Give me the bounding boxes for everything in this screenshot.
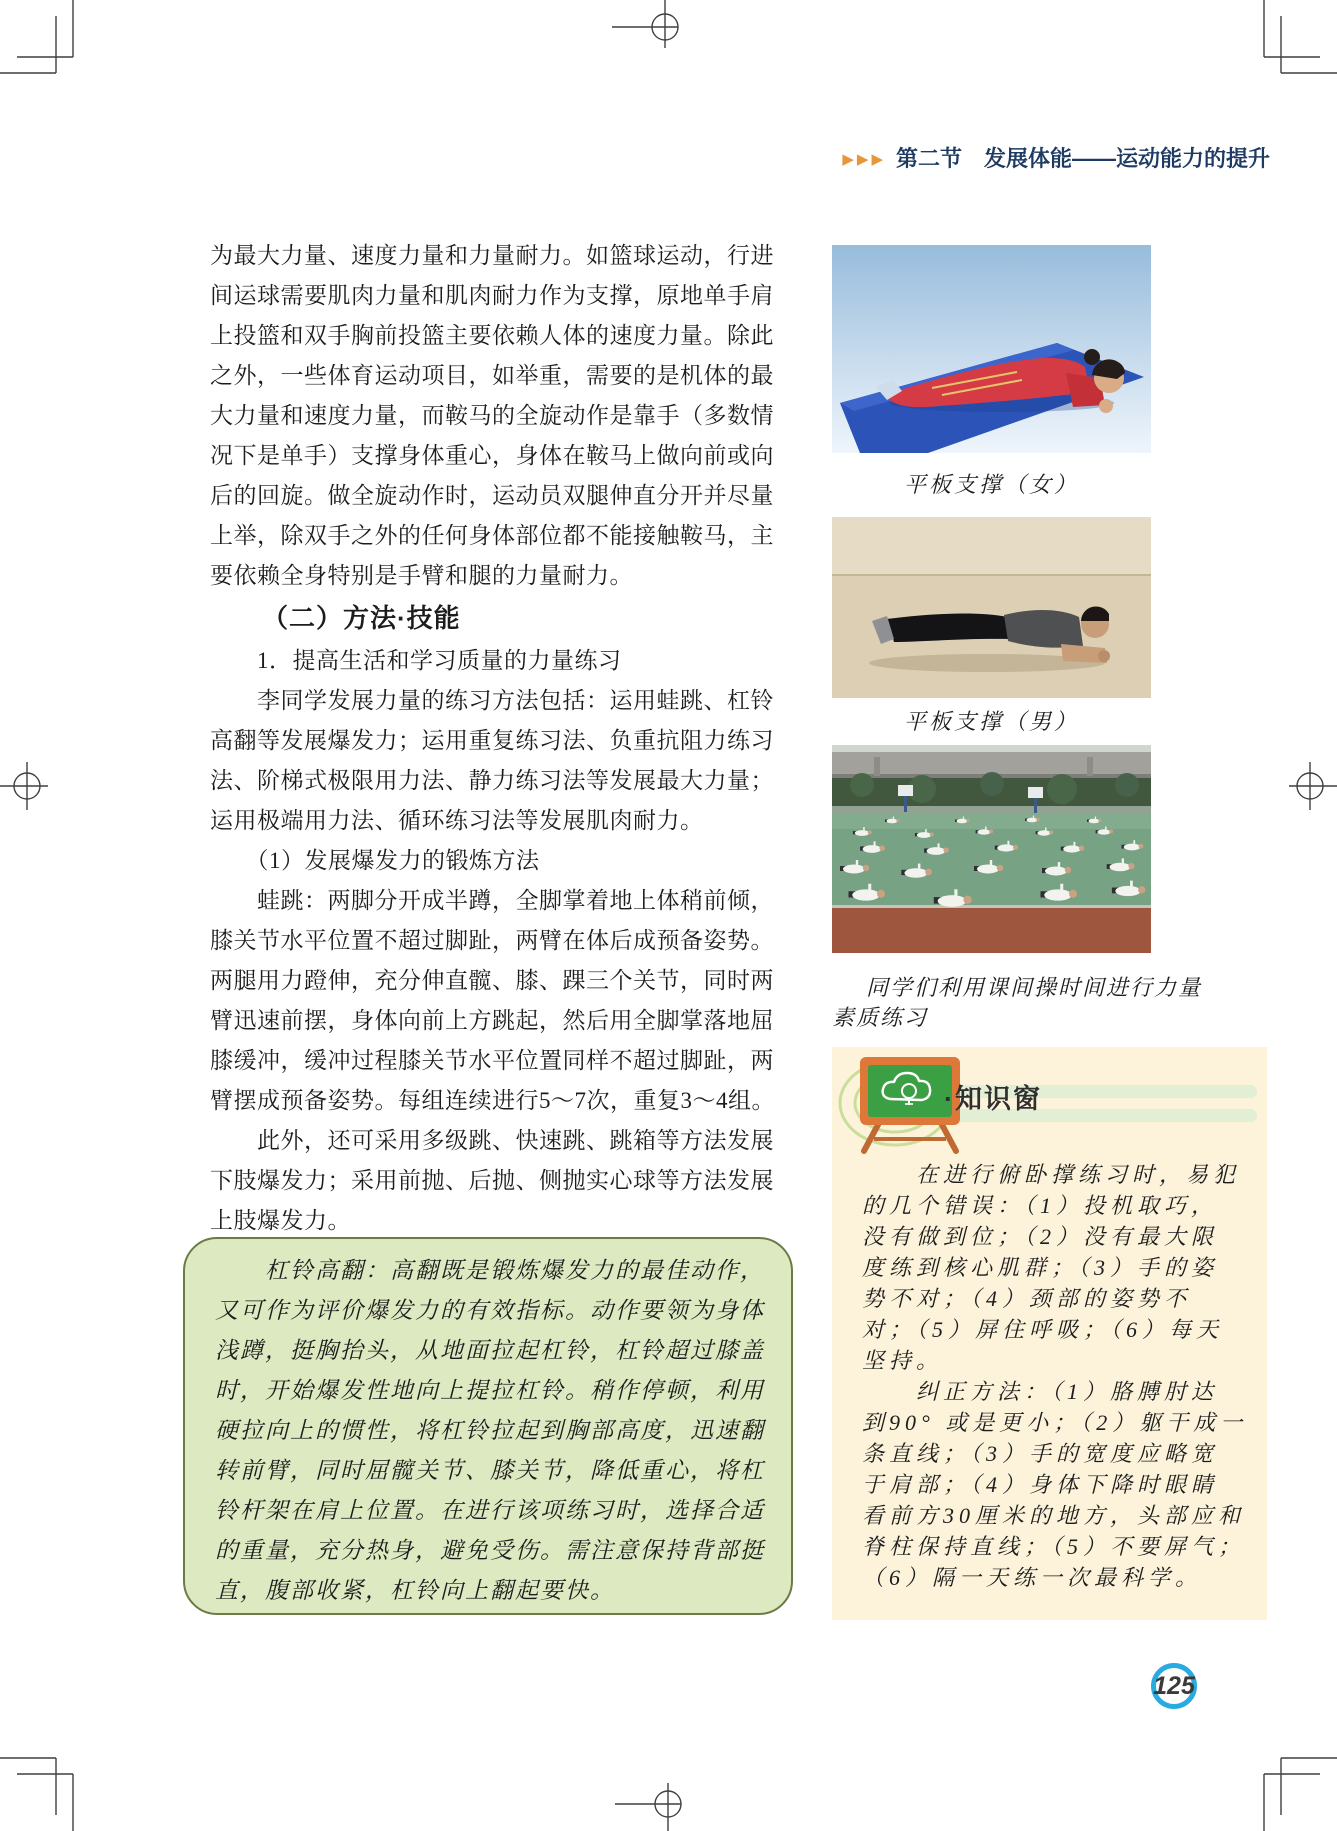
text-line: 到90° 或是更小；（2）躯干成一 — [862, 1410, 1248, 1435]
text-line: 两腿用力蹬伸，充分伸直髋、膝、踝三个关节，同时两 — [210, 968, 774, 993]
plank-photo-male — [832, 517, 1151, 698]
barbell-clean-text — [215, 1251, 765, 1611]
text-line: 间运球需要肌肉力量和肌肉耐力作为支撑，原地单手肩 — [210, 283, 774, 308]
text-line: 硬拉向上的惯性，将杠铃拉起到胸部高度，迅速翻 — [215, 1418, 765, 1443]
subheading-strength-practice: 1．提高生活和学习质量的力量练习 — [210, 648, 622, 673]
paragraph-other-methods — [210, 1121, 776, 1241]
text-line: 杠铃高翻：高翻既是锻炼爆发力的最佳动作， — [215, 1258, 765, 1283]
text-line: 又可作为评价爆发力的有效指标。动作要领为身体 — [215, 1298, 765, 1323]
text-line: 在进行俯卧撑练习时，易犯 — [862, 1162, 1241, 1187]
section-title: 第二节 发展体能——运动能力的提升 — [895, 146, 1270, 171]
text-line: 的重量，充分热身，避免受伤。需注意保持背部挺 — [215, 1538, 765, 1563]
text-line: 上举，除双手之外的任何身体部位都不能接触鞍马，主 — [210, 523, 774, 548]
paragraph-frog-jump — [210, 881, 776, 1121]
plank-photo-female — [832, 245, 1151, 453]
text-line: 膝关节水平位置不超过脚趾，两臂在体后成预备姿势。 — [210, 928, 774, 953]
barbell-clean-tip-box — [183, 1237, 793, 1615]
heading-methods-skills: （二）方法·技能 — [262, 603, 461, 633]
section-header — [700, 142, 1270, 173]
text-line: 蛙跳：两脚分开成半蹲，全脚掌着地上体稍前倾， — [210, 888, 774, 913]
text-line: 之外，一些体育运动项目，如举重，需要的是机体的最 — [210, 363, 774, 388]
triple-arrow-icon: ▶▶▶ — [842, 150, 886, 168]
text-line: 臂摆成预备姿势。每组连续进行5～7次，重复3～4组。 — [210, 1088, 775, 1113]
text-line: 上投篮和双手胸前投篮主要依赖人体的速度力量。除此 — [210, 323, 774, 348]
text-line: 后的回旋。做全旋动作时，运动员双腿伸直分开并尽量 — [210, 483, 774, 508]
figure-caption-female-plank: 平板支撑（女） — [903, 472, 1079, 497]
text-line: 此外，还可采用多级跳、快速跳、跳箱等方法发展 — [210, 1128, 774, 1153]
text-line: 时，开始爆发性地向上提拉杠铃。稍作停顿，利用 — [215, 1378, 765, 1403]
text-line: 转前臂，同时屈髋关节、膝关节，降低重心，将杠 — [215, 1458, 765, 1483]
text-line: （6）隔一天练一次最科学。 — [862, 1565, 1203, 1590]
text-line: 大力量和速度力量，而鞍马的全旋动作是靠手（多数情 — [210, 403, 774, 428]
text-line: 同学们利用课间操时间进行力量 — [866, 975, 1203, 1000]
text-line: 运用极端用力法、循环练习法等发展肌肉耐力。 — [210, 808, 704, 833]
text-line: 膝缓冲，缓冲过程膝关节水平位置同样不超过脚趾，两 — [210, 1048, 774, 1073]
text-line: 条直线；（3）手的宽度应略宽 — [862, 1441, 1219, 1466]
text-line: 坚持。 — [862, 1348, 944, 1373]
text-line: 直，腹部收紧，杠铃向上翻起要快。 — [215, 1578, 615, 1603]
text-line: 度练到核心肌群；（3）手的姿 — [862, 1255, 1219, 1280]
text-line: 于肩部；（4）身体下降时眼睛 — [862, 1472, 1219, 1497]
text-line: 上肢爆发力。 — [210, 1208, 351, 1233]
group-exercise-photo — [832, 745, 1151, 953]
text-line: 势不对；（4）颈部的姿势不 — [862, 1286, 1192, 1311]
knowledge-window — [832, 1047, 1267, 1620]
figure-caption-group-exercise — [832, 973, 1203, 1033]
paragraph-training-methods — [210, 681, 776, 841]
text-line: 臂迅速前摆，身体向前上方跳起，然后用全脚掌落地屈 — [210, 1008, 774, 1033]
text-line: 铃杆架在肩上位置。在进行该项练习时，选择合适 — [215, 1498, 765, 1523]
article-column — [210, 236, 776, 1241]
subheading-explosive-power: （1）发展爆发力的锻炼方法 — [210, 848, 540, 873]
text-line: 要依赖全身特别是手臂和腿的力量耐力。 — [210, 563, 633, 588]
text-line: 对；（5）屏住呼吸；（6）每天 — [862, 1317, 1224, 1342]
text-line: 没有做到位；（2）没有最大限 — [862, 1224, 1219, 1249]
text-line: 的几个错误：（1）投机取巧， — [862, 1193, 1219, 1218]
knowledge-window-text — [862, 1159, 1254, 1593]
paragraph-strength-types — [210, 236, 776, 596]
text-line: 脊柱保持直线；（5）不要屏气； — [862, 1534, 1246, 1559]
text-line: 看前方30厘米的地方，头部应和 — [862, 1503, 1246, 1528]
knowledge-window-title: ·知识窗 — [944, 1084, 1042, 1114]
text-line: 高翻等发展爆发力；运用重复练习法、负重抗阻力练习 — [210, 728, 774, 753]
text-line: 素质练习 — [832, 1005, 929, 1030]
text-line: 为最大力量、速度力量和力量耐力。如篮球运动，行进 — [210, 243, 774, 268]
figure-caption-male-plank: 平板支撑（男） — [903, 709, 1079, 734]
text-line: 下肢爆发力；采用前抛、后抛、侧抛实心球等方法发展 — [210, 1168, 774, 1193]
text-line: 况下是单手）支撑身体重心，身体在鞍马上做向前或向 — [210, 443, 774, 468]
page-number-badge: 125 — [1151, 1663, 1197, 1709]
text-line: 浅蹲，挺胸抬头，从地面拉起杠铃，杠铃超过膝盖 — [215, 1338, 765, 1363]
text-line: 法、阶梯式极限用力法、静力练习法等发展最大力量； — [210, 768, 774, 793]
text-line: 李同学发展力量的练习方法包括：运用蛙跳、杠铃 — [210, 688, 774, 713]
text-line: 纠正方法：（1）胳膊肘达 — [862, 1379, 1219, 1404]
